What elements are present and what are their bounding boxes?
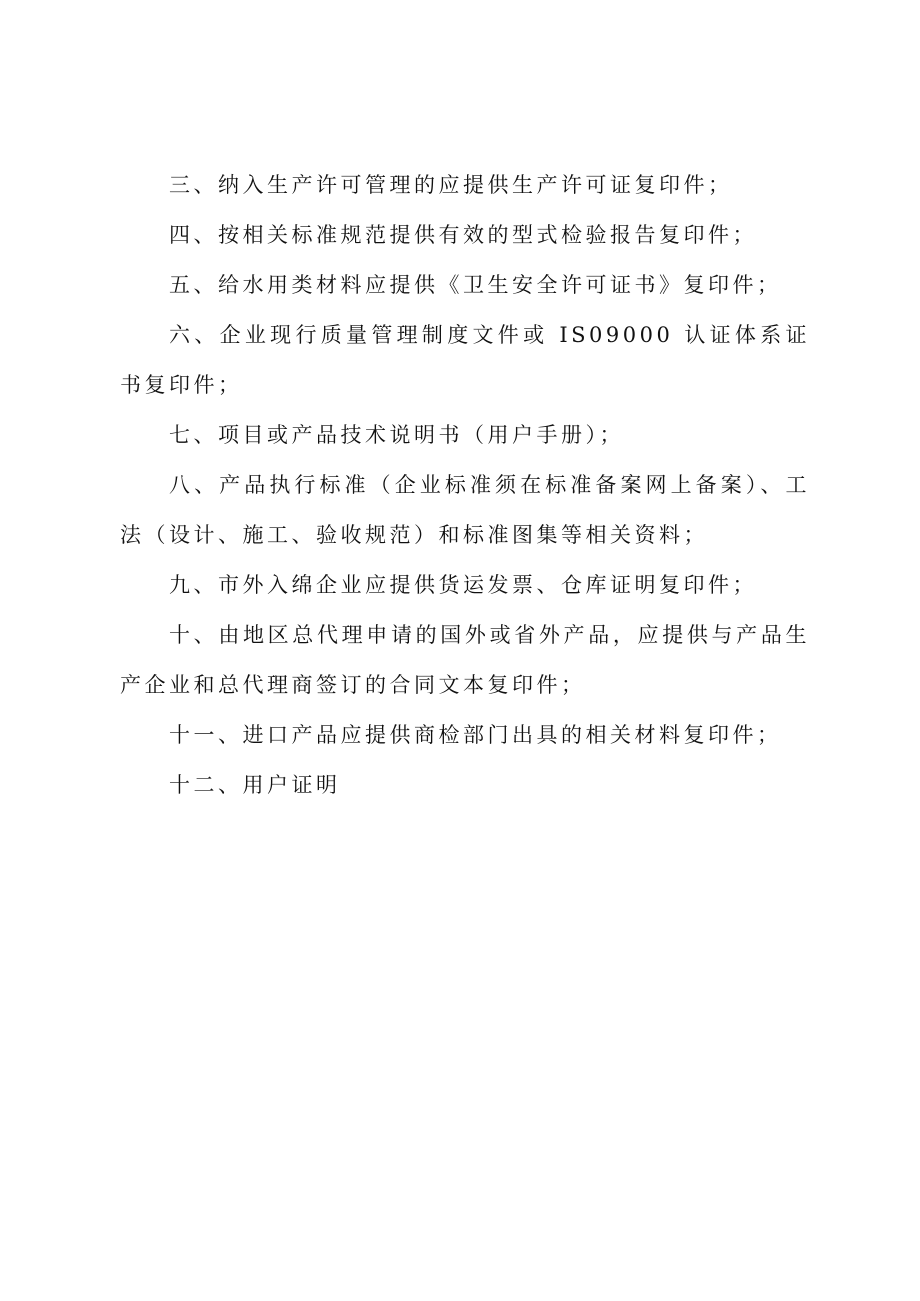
list-item-11: 十一、进口产品应提供商检部门出具的相关材料复印件；	[169, 723, 782, 747]
list-item-5: 五、给水用类材料应提供《卫生安全许可证书》复印件；	[169, 273, 782, 297]
list-item-7: 七、项目或产品技术说明书（用户手册）；	[169, 423, 624, 447]
list-item-4: 四、按相关标准规范提供有效的型式检验报告复印件；	[169, 223, 757, 247]
list-item-10: 十、由地区总代理申请的国外或省外产品，应提供与产品生产企业和总代理商签订的合同文本复印件；	[120, 623, 810, 697]
list-item-8: 八、产品执行标准（企业标准须在标准备案网上备案）、工法（设计、施工、验收规范）和标准图集等相关资料；	[120, 473, 810, 547]
list-item-6: 六、企业现行质量管理制度文件或 IS09000 认证体系证书复印件；	[120, 323, 810, 397]
list-item-3: 三、纳入生产许可管理的应提供生产许可证复印件；	[169, 173, 733, 197]
list-item-12: 十二、用户证明	[169, 773, 341, 797]
document-body	[120, 160, 810, 810]
list-item-9: 九、市外入绵企业应提供货运发票、仓库证明复印件；	[169, 573, 757, 597]
